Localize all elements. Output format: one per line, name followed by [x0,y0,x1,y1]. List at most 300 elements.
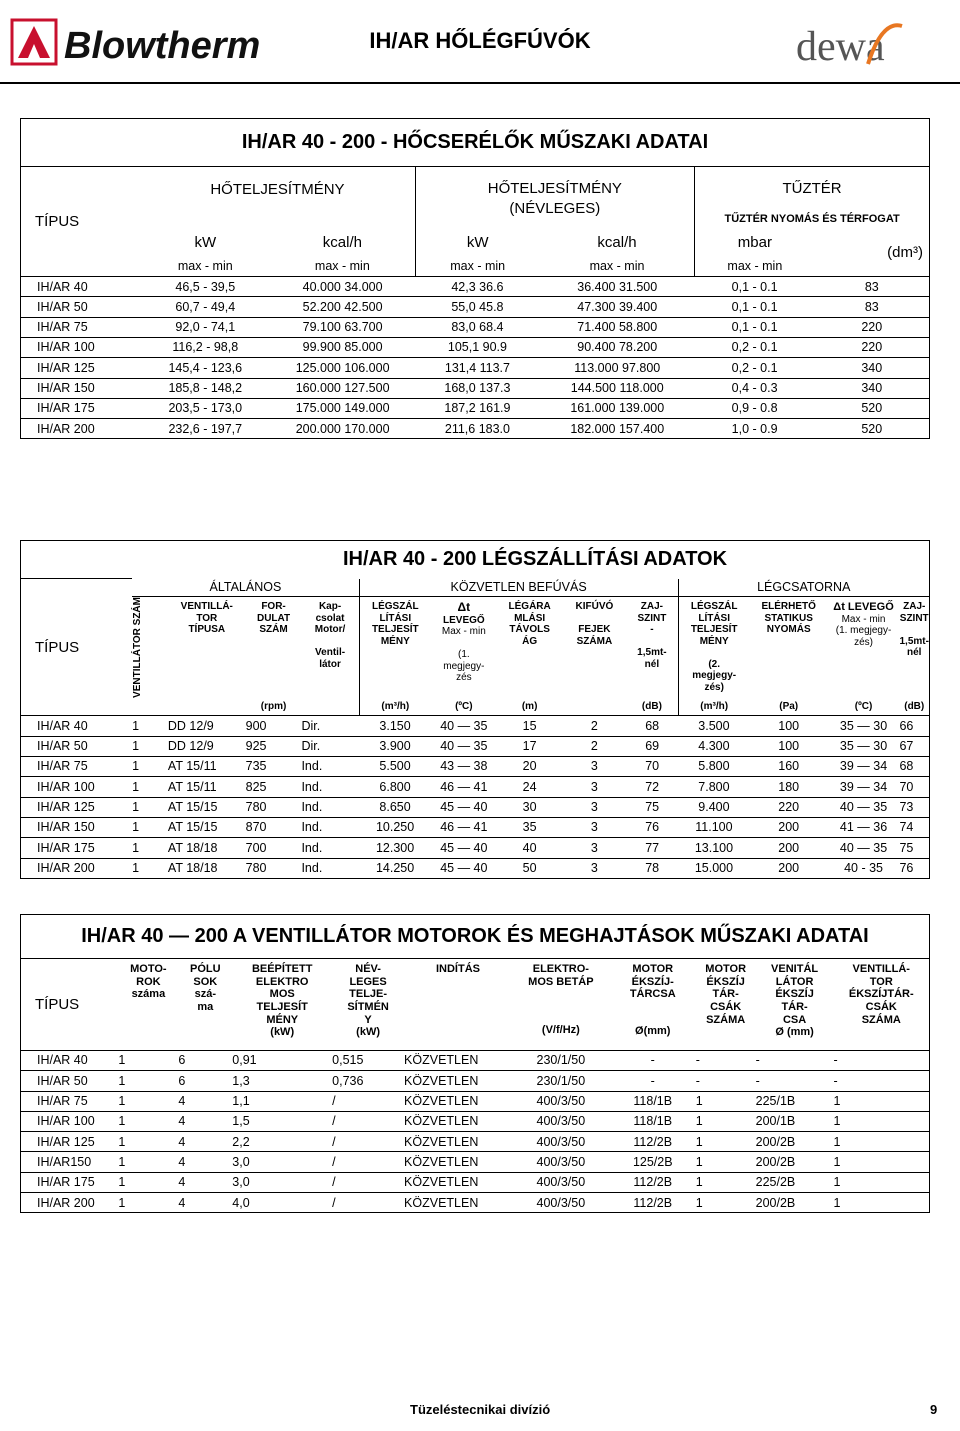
table3-cell-type: IH/AR 50 [21,1071,119,1091]
table1-cell-type: IH/AR 200 [21,419,141,439]
table2-cell: 4.300 [678,736,750,756]
table2-cell: 3.900 [359,736,431,756]
table1-cell: 105,1 90.9 [415,337,540,357]
table3-cell: 400/3/50 [512,1111,610,1131]
table2-cell: 1 [132,736,168,756]
table1-cell: 160.000 127.500 [270,378,415,398]
table3-cell: 225/1B [756,1091,834,1111]
table2-cell: 9.400 [678,797,750,817]
table2-cell: 70 [899,777,929,797]
table3-cell: 125/2B [610,1152,696,1172]
table1-cell: 47.300 39.400 [540,297,695,317]
table2-cell: 14.250 [359,858,431,878]
table2-col-tipus: TÍPUS [21,579,133,716]
table3-row [21,1132,930,1152]
table2-row [21,777,930,797]
header-rule [0,82,960,84]
table2-cell: 200 [750,858,828,878]
table3-cell: KÖZVETLEN [404,1111,512,1131]
table2-cell: 700 [246,838,302,858]
table2-head-zajszint-1: ZAJ- SZINT - 1,5mt- nél [626,597,678,698]
table3-cell: 1,1 [232,1091,332,1111]
table3-cell: 1 [834,1193,930,1213]
table3-cell: 6 [178,1071,232,1091]
table2-cell: 10.250 [359,817,431,837]
dewa-logo [790,14,940,74]
table2-cell: 45 — 40 [431,838,497,858]
table3-cell: KÖZVETLEN [404,1132,512,1152]
table2-cell: 40 — 35 [828,838,900,858]
table2-cell: 74 [899,817,929,837]
table3-cell: 400/3/50 [512,1132,610,1152]
table1-cell: 0,1 - 0.1 [695,277,815,297]
table3-title: IH/AR 40 — 200 A VENTILLÁTOR MOTOROK ÉS MEGHAJTÁSOK MŰSZAKI ADATAI [81,925,869,947]
table3-cell: - [834,1071,930,1091]
table3-cell: 1 [118,1193,178,1213]
table2-cell: AT 18/18 [168,838,246,858]
table2-cell: 15 [497,716,563,736]
table2-head-dt2: Δt LEVEGŐ [833,601,894,613]
table2-unit-db-1: (dB) [641,700,662,712]
table3-cell: - [834,1051,930,1071]
table2-head-dt2-rest: Max - min (1. megjegy- zés) [835,613,892,648]
logo-right-text: dewa [796,24,885,70]
table1-row [21,419,930,439]
table2-cell: 3.500 [678,716,750,736]
table2-cell: Ind. [301,777,359,797]
table3-cell: 1 [696,1132,756,1152]
table1-cell: 131,4 113.7 [415,358,540,378]
table2-cell: 69 [626,736,678,756]
table1-cell-type: IH/AR 100 [21,337,141,357]
table3-cell-type: IH/AR 200 [21,1193,119,1213]
table2-cell-type: IH/AR 175 [21,838,133,858]
table1-cell: 83,0 68.4 [415,317,540,337]
table1-row [21,277,930,297]
table2-cell: 46 — 41 [431,777,497,797]
table2-cell: 220 [750,797,828,817]
table1-unit-kcal-1: kcal/h [322,233,362,251]
table2-head-dt: Δt [457,600,471,614]
table3-cell-type: IH/AR 75 [21,1091,119,1111]
table3-cell: 112/2B [610,1193,696,1213]
table3-cell: 1 [696,1172,756,1192]
table1-cell: 200.000 170.000 [270,419,415,439]
table1-head-nevleges-1: HŐTELJESÍTMÉNY [487,180,622,197]
table1-cell: 0,4 - 0.3 [695,378,815,398]
table2-cell-type: IH/AR 200 [21,858,133,878]
table1-cell: 42,3 36.6 [415,277,540,297]
table1-cell: 92,0 - 74,1 [140,317,270,337]
table1-head-tuzter-sub: TŰZTÉR NYOMÁS ÉS TÉRFOGAT [724,213,900,225]
table3-cell: 1 [118,1172,178,1192]
table3-row [21,1152,930,1172]
table2-cell: 17 [497,736,563,756]
table3-cell-type: IH/AR 40 [21,1051,119,1071]
table1-cell-type: IH/AR 50 [21,297,141,317]
table2-cell: 13.100 [678,838,750,858]
table3-cell: 112/2B [610,1132,696,1152]
table2-cell-type: IH/AR 50 [21,736,133,756]
table2-cell: 45 — 40 [431,858,497,878]
table3-cell: / [332,1172,404,1192]
table3-cell: 400/3/50 [512,1172,610,1192]
table3-cell: KÖZVETLEN [404,1172,512,1192]
table1-cell: 83 [815,277,930,297]
table2-head-kifuvo: KIFÚVÓ FEJEK SZÁMA [563,597,627,698]
table2-cell: 39 — 34 [828,757,900,777]
table1-cell: 187,2 161.9 [415,398,540,418]
table3-cell: 4 [178,1152,232,1172]
table2-cell: 24 [497,777,563,797]
table3-cell-type: IH/AR 175 [21,1172,119,1192]
table2-cell: DD 12/9 [168,716,246,736]
table3-head-vent-tarcsa: VENITÁL LÁTOR ÉKSZÍJ TÁR- CSA Ø (mm) [756,959,834,1051]
table3-cell: 1 [118,1091,178,1111]
table2-cell: 78 [626,858,678,878]
table1-unit-dm3: (dm³) [887,243,923,261]
table2-cell: 1 [132,716,168,736]
table2-cell: 1 [132,838,168,858]
table2-cell: Ind. [301,817,359,837]
table2-row [21,858,930,878]
table2-head-dt-levego: LEVEGŐ [443,614,485,626]
table3-cell: 1,3 [232,1071,332,1091]
table3-head-polusok: PÓLU SOK szá- ma [178,959,232,1051]
table3-cell: 3,0 [232,1152,332,1172]
table1-row [21,337,930,357]
table3-cell: 400/3/50 [512,1193,610,1213]
table3-head-inditas: INDÍTÁS [404,959,512,1051]
table2-head-dt-rest: Max - min (1. megjegy- zés [441,626,486,684]
table3-cell-type: IH/AR 100 [21,1111,119,1131]
table2-cell: 1 [132,858,168,878]
table2-cell: 825 [246,777,302,797]
table1-cell: 125.000 106.000 [270,358,415,378]
table1-maxmin-5: max - min [695,257,815,277]
table3-cell: - [610,1071,696,1091]
table1-cell: 113.000 97.800 [540,358,695,378]
table3-cell: 1 [834,1091,930,1111]
table1-head-hoteljesitmeny: HŐTELJESÍTMÉNY [210,181,345,198]
table2-row [21,757,930,777]
table2-unit-m: (m) [521,700,538,712]
table2-cell: 3 [563,757,627,777]
table2-cell: AT 15/11 [168,757,246,777]
table1-cell: 79.100 63.700 [270,317,415,337]
table3-cell: 225/2B [756,1172,834,1192]
table2-row [21,817,930,837]
table3-cell: / [332,1111,404,1131]
table2-cell: 3 [563,817,627,837]
table2-cell: 900 [246,716,302,736]
table2-cell: 40 — 35 [431,716,497,736]
table3-cell: KÖZVETLEN [404,1091,512,1111]
table2-cell: 200 [750,817,828,837]
table3-head-elektromos: ELEKTRO- MOS BETÁP [528,963,594,988]
table3-cell: 4 [178,1193,232,1213]
table3-cell: 1 [834,1152,930,1172]
table2-cell: AT 18/18 [168,858,246,878]
table3-head-motor-tarcsa-unit: Ø(mm) [635,1024,671,1037]
table3-cell: 1 [696,1111,756,1131]
table2-unit-c-1: (ºC) [455,700,473,712]
table1-cell: 60,7 - 49,4 [140,297,270,317]
table3-cell: 4 [178,1091,232,1111]
table2-cell: 66 [899,716,929,736]
table2-group-kozvetlen: KÖZVETLEN BEFÚVÁS [359,579,678,597]
table1-row [21,358,930,378]
table3-cell: 200/2B [756,1132,834,1152]
table2-head-legszallitasi-2: LÉGSZÁL LÍTÁSI TELJESÍT MÉNY (2. megjegy- zés) [678,597,750,698]
table3-cell: KÖZVETLEN [404,1051,512,1071]
table1-cell: 520 [815,419,930,439]
table2-cell: 73 [899,797,929,817]
table3-cell: 200/2B [756,1193,834,1213]
table3-cell: 1 [118,1071,178,1091]
table1-unit-mbar: mbar [695,229,815,257]
table1-cell: 83 [815,297,930,317]
table2-cell: 160 [750,757,828,777]
table3-cell: 0,515 [332,1051,404,1071]
table3-cell: - [696,1071,756,1091]
table1-cell: 211,6 183.0 [415,419,540,439]
table1-cell: 71.400 58.800 [540,317,695,337]
table2-cell: 35 [497,817,563,837]
table1-row [21,398,930,418]
table3-cell: 200/2B [756,1152,834,1172]
table3-row [21,1111,930,1131]
table2-cell: 35 — 30 [828,716,900,736]
table2-row [21,736,930,756]
table3-head-vent-szama: VENTILLÁ- TOR ÉKSZÍJTÁR- CSÁK SZÁMA [834,959,930,1051]
table2-unit-m3h-1: (m³/h) [359,698,431,716]
table2-unit-m3h-2: (m³/h) [678,698,750,716]
table2-cell: 6.800 [359,777,431,797]
table1-unit-kcal-2: kcal/h [597,233,637,251]
table3-cell: KÖZVETLEN [404,1152,512,1172]
table3-cell: 6 [178,1051,232,1071]
table3-cell: 0,736 [332,1071,404,1091]
table3-head-motor-tarcsa: MOTOR ÉKSZÍJ- TÁRCSA [629,963,676,1001]
table3-cell-type: IH/AR 125 [21,1132,119,1152]
table2-cell: 40 [497,838,563,858]
table2-cell: 7.800 [678,777,750,797]
table2-cell: 12.300 [359,838,431,858]
table2-cell: 925 [246,736,302,756]
table3-cell: 1 [696,1152,756,1172]
table1-maxmin-1: max - min [177,259,233,274]
table3-cell: 1 [834,1132,930,1152]
table1-cell-type: IH/AR 125 [21,358,141,378]
table3-cell: / [332,1091,404,1111]
table1-cell: 232,6 - 197,7 [140,419,270,439]
table1-cell-type: IH/AR 150 [21,378,141,398]
table1-cell: 161.000 139.000 [540,398,695,418]
table2-title: IH/AR 40 - 200 LÉGSZÁLLÍTÁSI ADATOK [342,548,728,570]
table2-cell: 75 [626,797,678,817]
table2-cell: 40 — 35 [828,797,900,817]
table1-row [21,297,930,317]
table3-cell: 1 [696,1193,756,1213]
table1-cell: 99.900 85.000 [270,337,415,357]
table2-unit-c-2: (ºC) [854,700,873,712]
table1-cell: 40.000 34.000 [270,277,415,297]
table1-cell: 0,1 - 0.1 [695,317,815,337]
table3-head-motorok: MOTO- ROK száma [118,959,178,1051]
table1-cell: 55,0 45.8 [415,297,540,317]
table2-cell: 41 — 36 [828,817,900,837]
table1-head-tuzter: TŰZTÉR [782,180,842,197]
page-number: 9 [930,1402,938,1417]
table3-cell: / [332,1193,404,1213]
table3-cell: 1 [118,1152,178,1172]
table2-cell: Ind. [301,797,359,817]
table1-cell: 0,9 - 0.8 [695,398,815,418]
table3-row [21,1071,930,1091]
table1-cell: 340 [815,358,930,378]
table1-cell: 0,1 - 0.1 [695,297,815,317]
table2-row [21,838,930,858]
table3-row [21,1091,930,1111]
table2-cell: 68 [899,757,929,777]
table2-group-altalanos: ÁLTALÁNOS [209,580,282,595]
table1-maxmin-2: max - min [314,259,370,274]
table2-cell: 1 [132,797,168,817]
air-delivery-table [20,540,930,879]
table3-cell: 2,2 [232,1132,332,1152]
heat-exchanger-table [20,118,930,439]
table1-col-tipus: TÍPUS [35,212,80,230]
table1-cell: 36.400 31.500 [540,277,695,297]
table3-row [21,1193,930,1213]
table2-row [21,716,930,736]
table2-cell: 1 [132,777,168,797]
table3-head-beepitett: BEÉPÍTETT ELEKTRO MOS TELJESÍT MÉNY (kW) [232,959,332,1051]
table2-cell: DD 12/9 [168,736,246,756]
table2-cell: 8.650 [359,797,431,817]
logo-left-text: Blowtherm [64,25,261,67]
table3-cell: 4 [178,1172,232,1192]
table3-cell: 0,91 [232,1051,332,1071]
table1-cell: 52.200 42.500 [270,297,415,317]
table1-row [21,378,930,398]
table1-row [21,317,930,337]
table2-head-vent-szam: VENTILLÁTOR SZÁM [132,597,144,698]
table2-cell-type: IH/AR 150 [21,817,133,837]
table2-cell: 3.150 [359,716,431,736]
table2-cell: 45 — 40 [431,797,497,817]
table3-cell: 230/1/50 [512,1071,610,1091]
table2-cell-type: IH/AR 100 [21,777,133,797]
table2-cell: 200 [750,838,828,858]
table2-cell: 780 [246,797,302,817]
table2-cell: 43 — 38 [431,757,497,777]
motor-drive-table [20,914,930,1213]
table3-cell: 400/3/50 [512,1152,610,1172]
table3-cell: 230/1/50 [512,1051,610,1071]
table1-maxmin-3: max - min [415,257,540,277]
table2-cell: 735 [246,757,302,777]
table1-unit-kw-2: kW [415,229,540,257]
table1-cell: 203,5 - 173,0 [140,398,270,418]
table1-cell: 0,2 - 0.1 [695,337,815,357]
table1-cell: 1,0 - 0.9 [695,419,815,439]
table2-cell: 20 [497,757,563,777]
table3-head-motor-szama: MOTOR ÉKSZÍJ TÁR- CSÁK SZÁMA [696,959,756,1051]
table3-cell: 1 [834,1172,930,1192]
table1-cell: 220 [815,337,930,357]
table3-head-elektromos-unit: (V/f/Hz) [541,1024,580,1037]
table2-cell: AT 15/11 [168,777,246,797]
table2-cell: 40 — 35 [431,736,497,756]
table1-cell: 145,4 - 123,6 [140,358,270,378]
table2-cell: 3 [563,838,627,858]
table1-cell: 144.500 118.000 [540,378,695,398]
table2-cell: Dir. [301,716,359,736]
table1-cell: 220 [815,317,930,337]
table1-cell: 0,2 - 0.1 [695,358,815,378]
table3-cell: KÖZVETLEN [404,1071,512,1091]
table2-cell: Ind. [301,838,359,858]
table3-cell: 4 [178,1132,232,1152]
table2-head-elerheto: ELÉRHETŐ STATIKUS NYOMÁS [750,597,828,698]
table2-cell: 35 — 30 [828,736,900,756]
table2-cell: 50 [497,858,563,878]
table2-cell: 72 [626,777,678,797]
table3-cell: 118/1B [610,1091,696,1111]
footer-division: Tüzeléstecnikai divízió [410,1402,551,1417]
table2-cell: Ind. [301,757,359,777]
table3-cell: - [610,1051,696,1071]
table2-cell: AT 15/15 [168,817,246,837]
table2-cell: 2 [563,716,627,736]
table2-cell: 15.000 [678,858,750,878]
table3-col-tipus: TÍPUS [21,959,119,1051]
table3-cell: 1 [118,1132,178,1152]
table3-cell: - [696,1051,756,1071]
table2-cell: 870 [246,817,302,837]
table1-cell: 520 [815,398,930,418]
table2-head-legaramlasi: LÉGÁRA MLÁSI TÁVOLS ÁG [497,597,563,698]
table1-cell: 182.000 157.400 [540,419,695,439]
table2-cell-type: IH/AR 75 [21,757,133,777]
table3-head-nevleges: NÉV- LEGES TELJE- SÍTMÉN Y (kW) [332,959,404,1051]
table3-cell: 112/2B [610,1172,696,1192]
table3-cell: 118/1B [610,1111,696,1131]
table2-unit-db-2: (dB) [904,700,925,712]
table2-cell: 180 [750,777,828,797]
table2-unit-pa: (Pa) [779,700,799,712]
page-title: IH/AR HŐLÉGFÚVÓK [369,28,591,53]
table3-cell: 1 [118,1051,178,1071]
table3-cell: - [756,1051,834,1071]
table2-head-fordulat: FOR- DULAT SZÁM [246,597,302,698]
table2-cell: 75 [899,838,929,858]
table2-cell: AT 15/15 [168,797,246,817]
table2-cell: 39 — 34 [828,777,900,797]
table3-cell: 1 [118,1111,178,1131]
table1-cell: 185,8 - 148,2 [140,378,270,398]
table1-cell: 116,2 - 98,8 [140,337,270,357]
table2-row [21,797,930,817]
table3-cell: 1 [696,1091,756,1111]
table2-head-zajszint-2: ZAJ- SZINT 1,5mt- nél [899,597,929,698]
table2-head-vent-tipusa: VENTILLÁ- TOR TÍPUSA [168,597,246,698]
table2-cell: 30 [497,797,563,817]
table3-cell: 4 [178,1111,232,1131]
table3-row [21,1051,930,1071]
